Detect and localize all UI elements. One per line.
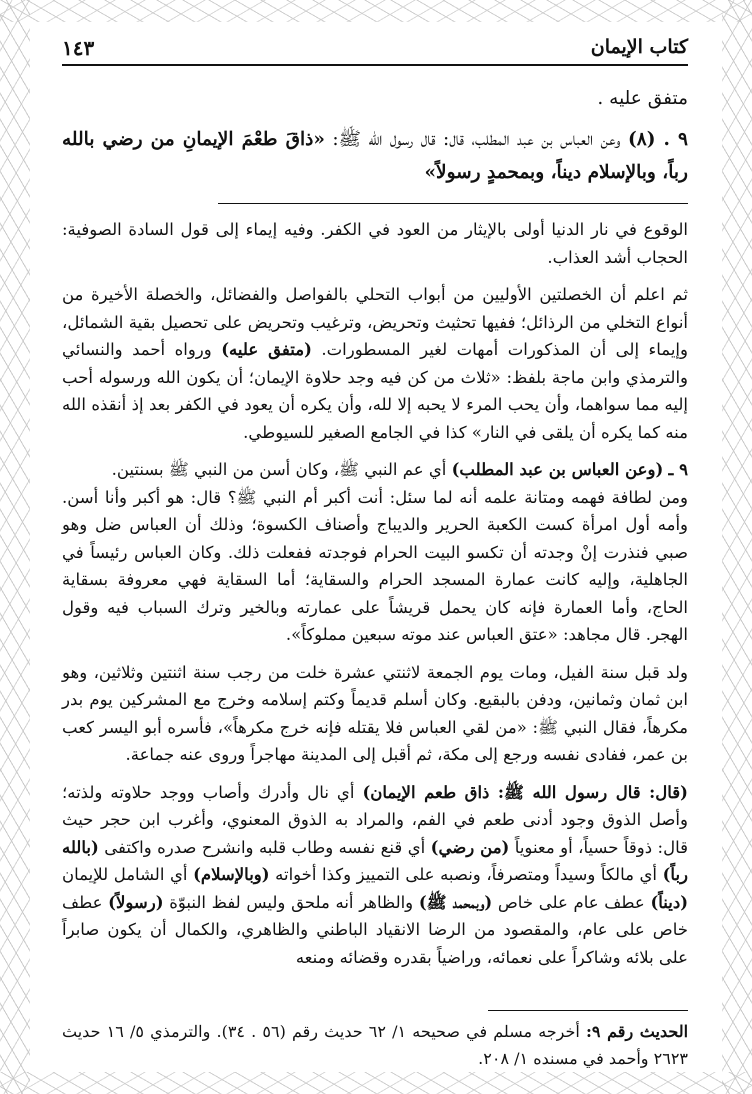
footnote-divider bbox=[488, 1010, 688, 1011]
hadith-intro: وعن العباس بن عبد المطلب، قال: قال رسول الله ﷺ: bbox=[332, 129, 621, 150]
footnote bbox=[62, 1018, 688, 1072]
commentary-paragraph: ومن لطافة فهمه ومتانة علمه أنه لما سئل: أنت أكبر أم النبي ﷺ؟ قال: هو أكبر وأنا أسن. وأمه أول امرأة كست الكعبة الحرير والديباج وأصناف الكسوة؛ وذلك أن العباس ضل وهو صبي فنذرت إنْ وجدته أن تكسو البيت الحرام فوجدته ففعلت ذلك. وكان العباس رئيساً في الجاهلية، وإليه كانت عمارة المسجد الحرام والسقاية؛ أما السقاية فهي معروفة بسقاية الحاج، وأما العمارة فإنه كان يحمل قريشاً على عمارته وبالخير وترك السباب فيه وقول الهجر. قال مجاهد: «عتق العباس عند موته سبعين مملوكاً». bbox=[62, 487, 688, 644]
book-page bbox=[62, 30, 688, 1070]
bold-run: (بالله رباً) bbox=[62, 837, 689, 884]
page-header bbox=[62, 30, 688, 66]
matn-line-end: متفق عليه . bbox=[597, 88, 688, 109]
text-run: أي نال وأدرك وأصاب ووجد حلاوته ولذته؛ وأصل الذوق وجود أدنى طعم في الفم، والمراد به الذوق المعنوي، وأغرب ابن حجر حيث قال: ذوقاً حسياً، أو معنوياً bbox=[62, 782, 688, 857]
footnote-text: أخرجه مسلم في صحيحه ١/ ٦٢ حديث رقم (٥٦ . ٣٤). والترمذي ٥/ ١٦ حديث ٢٦٢٣ وأحمد في مسنده ١/ ٢٠٨. bbox=[62, 1022, 688, 1068]
commentary-paragraph bbox=[62, 779, 688, 972]
commentary-section bbox=[62, 216, 688, 971]
bold-run: (وبالإسلام) bbox=[193, 865, 270, 884]
bold-run: (قال: قال رسول الله ﷺ: ذاق طعم الإيمان) bbox=[362, 782, 688, 802]
text-run: ثم اعلم أن الخصلتين الأوليين من أبواب التحلي بالفواصل والفضائل، والخصلة الأخيرة من أنواع التخلي من الرذائل؛ ففيها تحثيث وتحريض، وترغيب وتحريض على تحصيل بقية الشمائل، وإيماء إلى أن المذكورات أمهات لغير المسطورات. bbox=[62, 285, 688, 359]
footnote-label: الحديث رقم ٩: bbox=[586, 1022, 689, 1041]
commentary-paragraph bbox=[62, 456, 688, 484]
commentary-paragraph bbox=[62, 281, 688, 446]
hadith-9 bbox=[62, 123, 688, 189]
ornamental-border-top bbox=[0, 0, 752, 22]
bold-run: (وعن العباس بن عبد المطلب) bbox=[451, 460, 664, 479]
commentary-paragraph: ولد قبل سنة الفيل، ومات يوم الجمعة لاثنتي عشرة خلت من رجب سنة اثنتين وثلاثين، وهو ابن ثمان وثمانين، ودفن بالبقيع. وكان أسلم قديماً وكتم إسلامه وخرج مع المشركين يوم بدر مكرهاً، فقال النبي ﷺ: «من لقي العباس فلا يقتله فإنه خرج مكرهاً»، فأسره أبو اليسر كعب بن عمر، ففادى نفسه ورجع إلى مكة، ثم أقبل إلى المدينة مهاجراً وروى عنه جماعة. bbox=[62, 662, 688, 764]
ornamental-border-bottom bbox=[0, 1072, 752, 1094]
text-run: والظاهر أنه ملحق وليس لفظ النبوّة bbox=[169, 892, 414, 912]
text-run: أي مالكاً وسيداً ومتصرفاً، ونصبه على التمييز وكذا أخواته bbox=[275, 865, 658, 884]
text-run: أي قنع نفسه وطاب قلبه وانشرح صدره واكتفى bbox=[104, 837, 426, 857]
item-number: ٩ ـ bbox=[668, 460, 688, 479]
text-run: عطف عام على خاص bbox=[497, 892, 645, 912]
text-run: ورواه أحمد والنسائي والترمذي وابن ماجة بلفظ: «ثلاث من كن فيه وجد حلاوة الإيمان؛ أن يكون الله ورسوله أحب إليه مما سواهما، وأن يحب المرء لا يحبه إلا لله، وأن يكره أن يعود في الكفر بعد إذ أنقذه الله منه كما يكره أن يلقى في النار» كذا في الجامع الصغير للسيوطي. bbox=[62, 340, 688, 442]
page-number: ١٤٣ bbox=[62, 36, 95, 60]
text-run: عطف خاص على عام، والمقصود من الرضا الانقياد الباطني والظاهري، والكمال أن يكون صابراً على بلائه وشاكراً على نعمائه، وراضياً بقدره وقضائه ومنعه bbox=[62, 892, 688, 967]
bold-run: (من رضي) bbox=[430, 837, 510, 857]
hadith-text-section bbox=[62, 82, 688, 189]
bold-run: (متفق عليه) bbox=[221, 340, 312, 359]
bold-run: (رسولاً) bbox=[108, 892, 164, 912]
text-run: أي الشامل للإيمان bbox=[62, 865, 188, 884]
commentary-paragraph: الوقوع في نار الدنيا أولى بالإيثار من العود في الكفر. وفيه إيماء إلى قول السادة الصوفية: الحجاب أشد العذاب. bbox=[62, 220, 688, 267]
section-divider bbox=[218, 203, 688, 204]
hadith-number: ٩ . (٨) bbox=[628, 129, 688, 150]
bold-run: (وبمحمد ﷺ) bbox=[418, 892, 493, 912]
ornamental-border-right bbox=[722, 0, 752, 1094]
book-title: كتاب الإيمان bbox=[590, 36, 688, 58]
bold-run: (ديناً) bbox=[650, 892, 688, 912]
hadith-quote: «ذاقَ طعْمَ الإيمانِ من رضي بالله رباً، وبالإسلام ديناً، وبمحمدٍ رسولاً» bbox=[62, 129, 688, 183]
ornamental-border-left bbox=[0, 0, 30, 1094]
text-run: أي عم النبي ﷺ، وكان أسن من النبي ﷺ بسنتين. bbox=[111, 460, 447, 479]
